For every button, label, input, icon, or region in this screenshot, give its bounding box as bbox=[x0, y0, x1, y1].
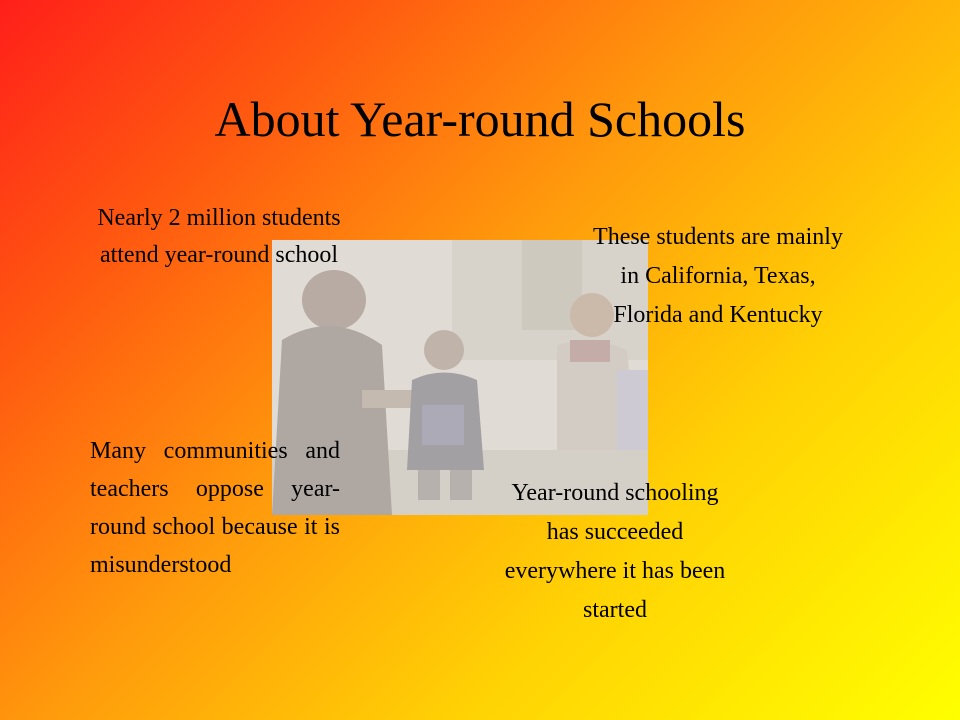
fact-states: These students are mainly in California, Texas, Florida and Kentucky bbox=[593, 224, 843, 328]
fact-opposition: Many communities and teachers oppose year-round school because it is misunderstood bbox=[90, 438, 340, 578]
fact-success: Year-round schooling has succeeded everywhere it has been started bbox=[504, 480, 726, 623]
fact-attendance: Nearly 2 million students attend year-round school bbox=[97, 205, 341, 268]
slide-title: About Year-round Schools bbox=[214, 91, 746, 147]
